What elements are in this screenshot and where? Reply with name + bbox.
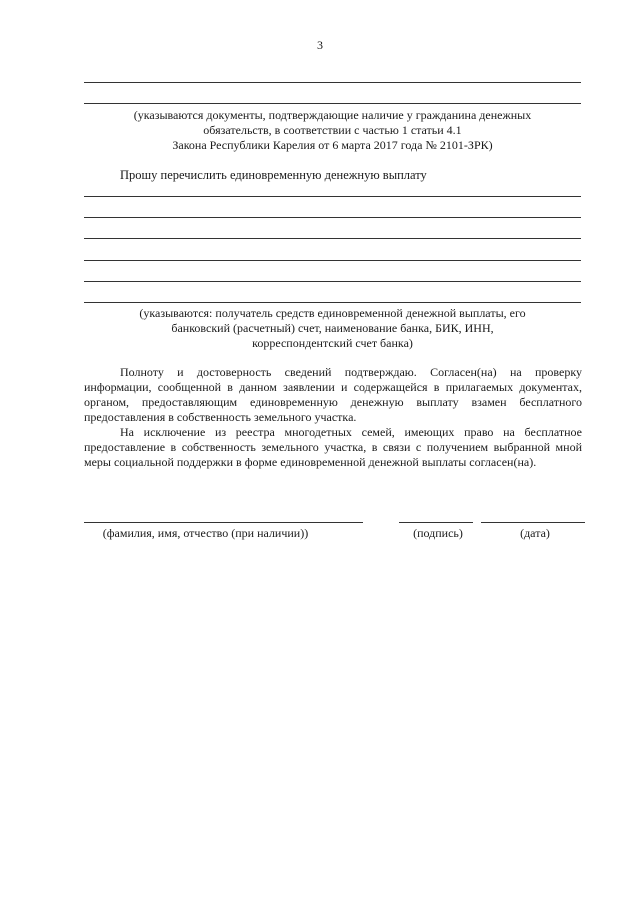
documents-hint-line-2: обязательств, в соответствии с частью 1 статьи 4.1: [203, 123, 462, 137]
consent-line-3: органом, предоставляющим единовременную денежную выплату взамен бесплатного: [84, 395, 582, 409]
consent-paragraph: [84, 365, 582, 425]
consent-line-1: Полноту и достоверность сведений подтверждаю. Согласен(на) на проверку: [120, 365, 582, 379]
name-signature-line[interactable]: [84, 522, 363, 523]
documents-fill-line-1[interactable]: [84, 82, 581, 83]
exclusion-line-1: На исключение из реестра многодетных семей, имеющих право на бесплатное: [120, 425, 582, 439]
recipient-hint-line-3: корреспондентский счет банка): [252, 336, 413, 350]
exclusion-line-2: предоставление в собственность земельного участка, в связи с получением выбранной мной: [84, 440, 582, 454]
recipient-fill-line-1[interactable]: [84, 196, 581, 197]
recipient-hint-line-1: (указываются: получатель средств единовременной денежной выплаты, его: [139, 306, 526, 320]
recipient-fill-line-4[interactable]: [84, 260, 581, 261]
recipient-fill-line-6[interactable]: [84, 302, 581, 303]
documents-fill-line-2[interactable]: [84, 103, 581, 104]
recipient-fill-line-5[interactable]: [84, 281, 581, 282]
consent-line-2: информации, сообщенной в данном заявлении и содержащейся в прилагаемых документах,: [84, 380, 582, 394]
documents-hint: [84, 108, 581, 153]
date-label: (дата): [520, 526, 550, 540]
signature-line[interactable]: [399, 522, 473, 523]
documents-hint-line-3: Закона Республики Карелия от 6 марта 2017 года № 2101-ЗРК): [172, 138, 493, 152]
date-line[interactable]: [481, 522, 585, 523]
recipient-fill-line-2[interactable]: [84, 217, 581, 218]
exclusion-paragraph: [84, 425, 582, 470]
signature-label: (подпись): [413, 526, 463, 540]
documents-hint-line-1: (указываются документы, подтверждающие наличие у гражданина денежных: [133, 108, 532, 122]
recipient-hint: [84, 306, 581, 351]
recipient-fill-line-3[interactable]: [84, 238, 581, 239]
exclusion-line-3: меры социальной поддержки в форме единовременной денежной выплаты согласен(на).: [84, 455, 537, 469]
request-text: Прошу перечислить единовременную денежную выплату: [120, 168, 427, 182]
page-number: 3: [317, 38, 323, 52]
recipient-hint-line-2: банковский (расчетный) счет, наименование банка, БИК, ИНН,: [171, 321, 494, 335]
name-label: (фамилия, имя, отчество (при наличии)): [102, 526, 309, 540]
consent-line-4: предоставления в собственность земельного участка.: [84, 410, 357, 424]
